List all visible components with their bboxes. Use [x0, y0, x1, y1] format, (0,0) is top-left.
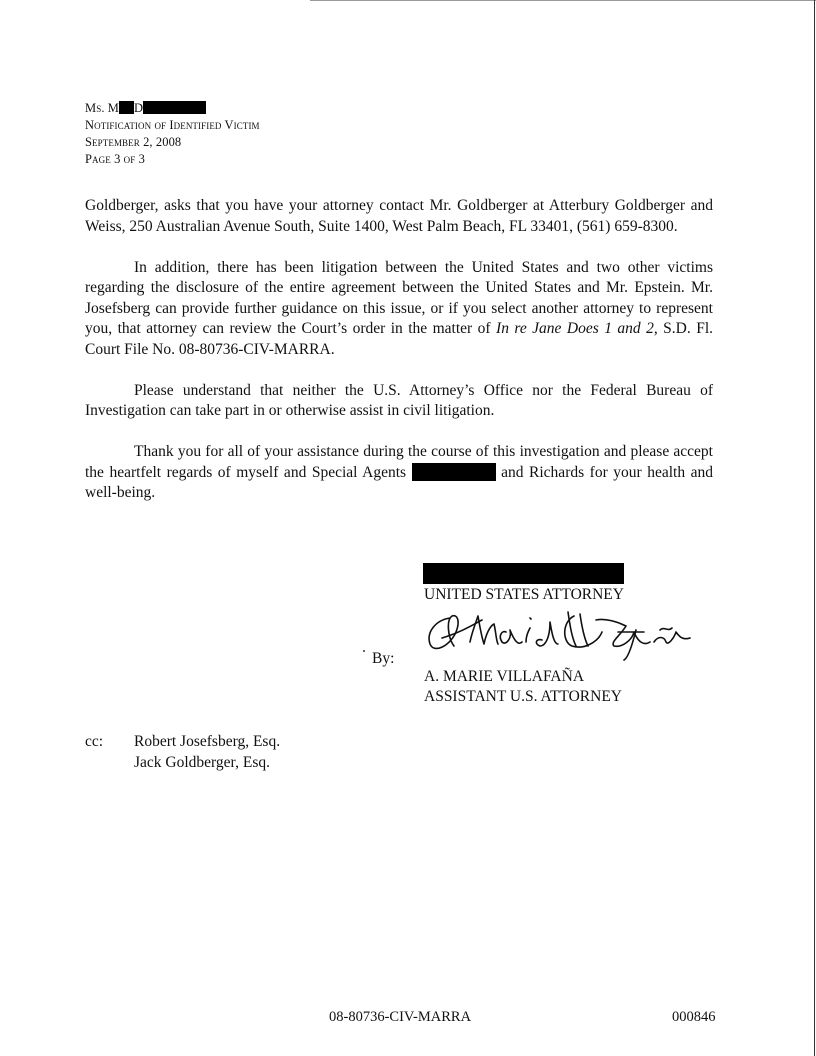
redaction-block	[423, 563, 624, 584]
paragraph-2-end: , S.D. Fl. Court File No. 08-80736-CIV-MARRA.	[85, 320, 714, 358]
handwritten-signature	[422, 602, 692, 662]
paragraph-2-text: In addition, there has been litigation between the United States and two other victims regarding the disclosure of the entire agreement between the United States and Mr. Epstein. Mr. Josefsberg can provide further guidance on this issue, or if you select another attorney to represent you, that attorney can review the Court’s order in the matter of	[85, 258, 713, 337]
paragraph-4	[85, 442, 713, 504]
paragraph-1: Goldberger, asks that you have your attorney contact Mr. Goldberger at Atterbury Goldberger and Weiss, 250 Australian Avenue South, Suite 1400, West Palm Beach, FL 33401, (561) 659-8300.	[85, 197, 713, 235]
letter-body	[85, 196, 713, 524]
header-date: September 2, 2008	[85, 135, 182, 149]
signer-title: ASSISTANT U.S. ATTORNEY	[424, 688, 622, 705]
signer-name: A. MARIE VILLAFAÑA	[424, 668, 585, 685]
scan-edge-right	[814, 0, 815, 1056]
cc-list	[134, 732, 280, 773]
header-page: Page 3 of 3	[85, 152, 145, 166]
paragraph-4-text: Thank you for all of your assistance during the course of this investigation and please accept the heartfelt regards of myself and Special Agents	[85, 443, 713, 481]
header-subject: Notification of Identified Victim	[85, 118, 260, 132]
cc-recipient: Robert Josefsberg, Esq.	[134, 733, 281, 750]
recipient-line	[85, 100, 260, 117]
by-label: By:	[372, 650, 395, 667]
paragraph-2	[85, 258, 713, 361]
paragraph-3: Please understand that neither the U.S. Attorney’s Office nor the Federal Bureau of Investigation can take part in or otherwise assist in civil litigation.	[85, 381, 713, 419]
redaction-block	[119, 101, 134, 114]
case-name: In re Jane Does 1 and 2	[496, 320, 654, 337]
cc-label: cc:	[85, 733, 104, 750]
redaction-block	[412, 463, 496, 481]
scan-edge-top	[310, 0, 816, 1]
signature-office: UNITED STATES ATTORNEY	[424, 586, 624, 603]
recipient-mid: D	[133, 101, 144, 115]
footer-case-number: 08-80736-CIV-MARRA	[329, 1009, 472, 1025]
redaction-block	[143, 101, 206, 114]
cc-recipient: Jack Goldberger, Esq.	[134, 753, 270, 771]
letter-header	[85, 100, 260, 168]
paragraph-4-end: and Richards for your health and well-being.	[85, 463, 713, 501]
recipient-prefix: Ms. M	[85, 101, 119, 115]
stray-mark	[363, 650, 365, 652]
footer-bates-number: 000846	[672, 1009, 716, 1025]
